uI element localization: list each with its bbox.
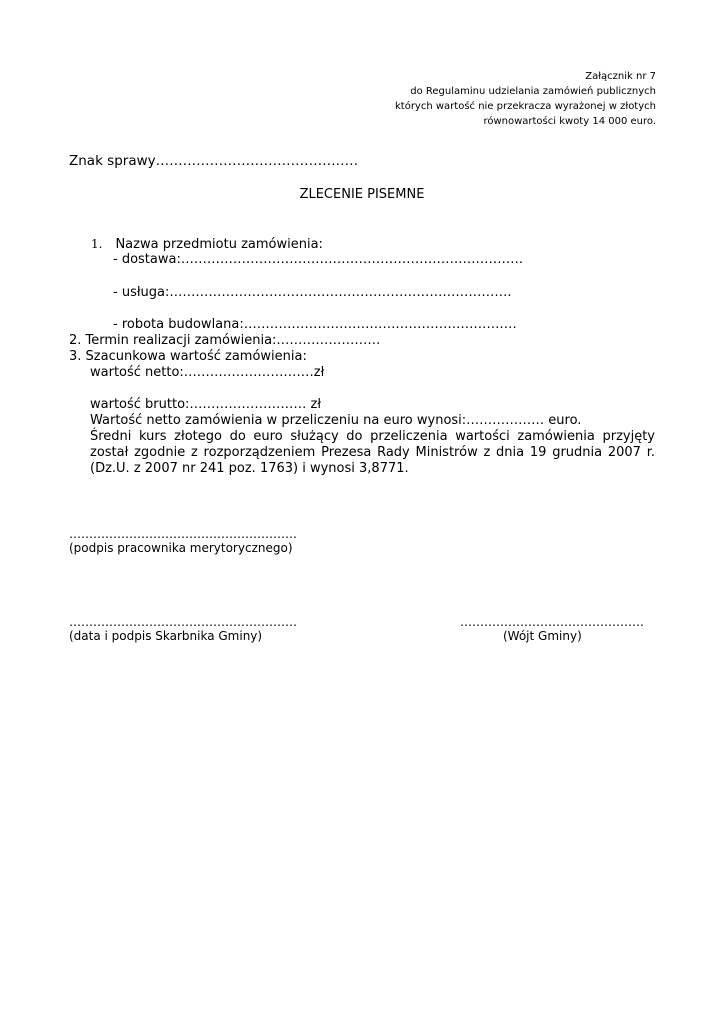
annex-amount: równowartości kwoty 14 000 euro. <box>483 116 656 127</box>
item-1 <box>91 236 323 253</box>
net-value: wartość netto:…………………………zł <box>90 365 325 380</box>
item-robota-budowlana: - robota budowlana:……………………………………………………… <box>113 317 517 332</box>
annex-header <box>395 69 656 129</box>
gross-value: wartość brutto:……………………… zł <box>90 397 322 412</box>
annex-regulation: do Regulaminu udzielania zamówień publicznych <box>410 86 656 97</box>
item-1-number: 1. <box>91 237 103 251</box>
employee-signature-line: ………………………………………………… <box>69 527 297 541</box>
item-usluga: - usługa:……………………………………………………………………. <box>113 285 512 300</box>
item-3-estimated-value: 3. Szacunkowa wartość zamówienia: <box>69 349 307 364</box>
document-title: ZLECENIE PISEMNE <box>299 187 425 202</box>
item-dostawa: - dostawa:……………………………………………………………………. <box>113 252 523 267</box>
treasurer-signature-line: ………………………………………………… <box>69 615 297 629</box>
exchange-rate-note: Średni kurs złotego do euro służący do przeliczenia wartości zamówienia przyjęty został zgodnie z rozporządzeniem Prezesa Rady Ministrów z dnia 19 grudnia 2007 r. (Dz.U. z 2007 nr 241 poz. 1763) i wynosi 3,8771. <box>90 429 655 476</box>
employee-signature-label: (podpis pracownika merytorycznego) <box>69 541 293 555</box>
case-number: Znak sprawy……………………………………… <box>69 153 359 169</box>
treasurer-signature-label: (data i podpis Skarbnika Gminy) <box>69 629 263 643</box>
item-2-deadline: 2. Termin realizacji zamówienia:…………………… <box>69 333 381 348</box>
annex-number: Załącznik nr 7 <box>585 71 656 82</box>
annex-threshold: których wartość nie przekracza wyrażonej w złotych <box>394 101 656 112</box>
euro-value: Wartość netto zamówienia w przeliczeniu na euro wynosi:……………… euro. <box>90 413 582 428</box>
mayor-signature-line: ………………………………………. <box>460 615 644 629</box>
item-1-label: Nazwa przedmiotu zamówienia: <box>115 237 323 252</box>
mayor-signature-label: (Wójt Gminy) <box>503 629 582 643</box>
